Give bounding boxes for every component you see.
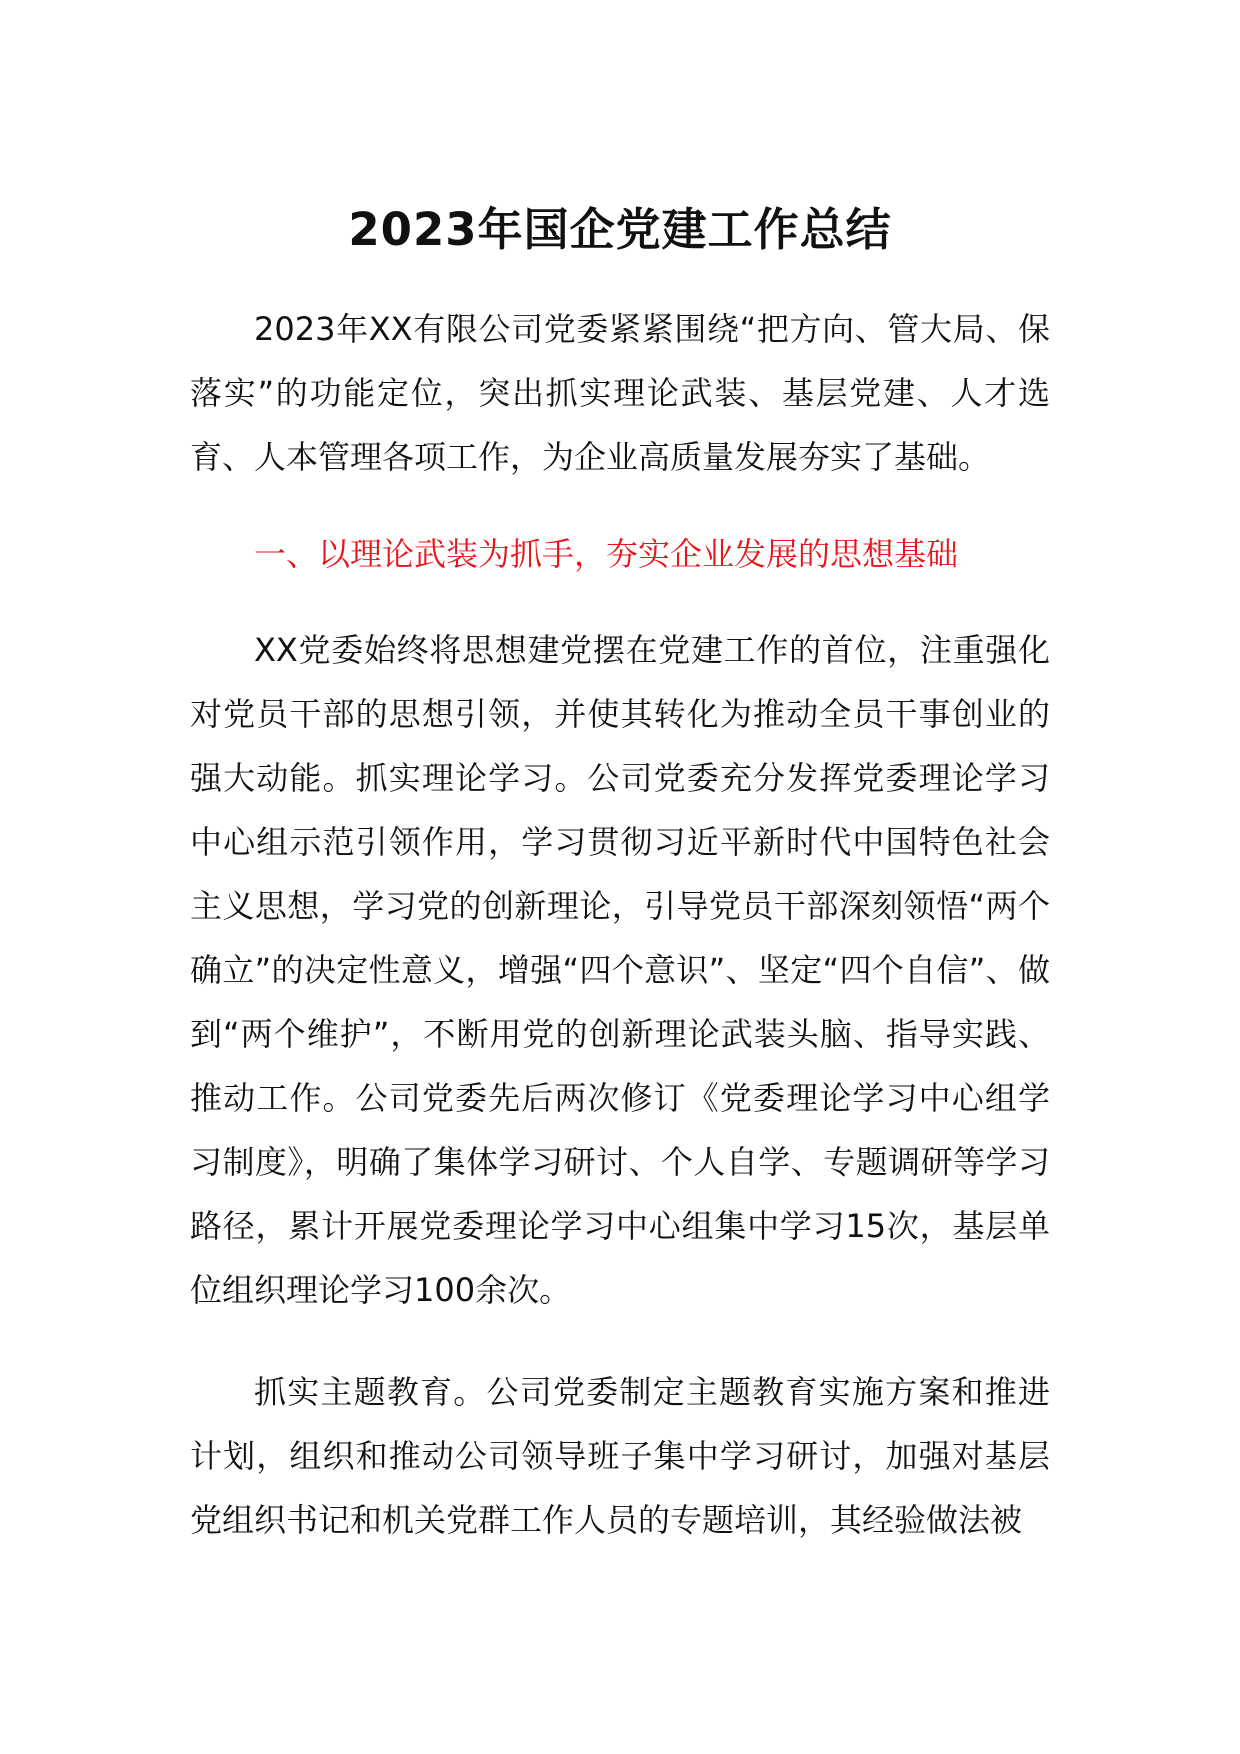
section-heading-1: 一、以理论武装为抓手，夯实企业发展的思想基础	[254, 535, 959, 573]
intro-paragraph: 2023年XX有限公司党委紧紧围绕“把方向、管大局、保落实”的功能定位，突出抓实理论武装、基层党建、人才选育、人本管理各项工作，为企业高质量发展夯实了基础。	[190, 310, 1050, 476]
section-1-paragraph-1: XX党委始终将思想建党摆在党建工作的首位，注重强化对党员干部的思想引领，并使其转化为推动全员干事创业的强大动能。抓实理论学习。公司党委充分发挥党委理论学习中心组示范引领作用，学习贯彻习近平新时代中国特色社会主义思想，学习党的创新理论，引导党员干部深刻领悟“两个确立”的决定性意义，增强“四个意识”、坚定“四个自信”、做到“两个维护”，不断用党的创新理论武装头脑、指导实践、推动工作。公司党委先后两次修订《党委理论学习中心组学习制度》，明确了集体学习研讨、个人自学、专题调研等学习路径，累计开展党委理论学习中心组集中学习15次，基层单位组织理论学习100余次。	[190, 631, 1050, 1309]
section-1-paragraph-2: 抓实主题教育。公司党委制定主题教育实施方案和推进计划，组织和推动公司领导班子集中学习研讨，加强对基层党组织书记和机关党群工作人员的专题培训，其经验做法被	[190, 1373, 1050, 1539]
page-title: 2023年国企党建工作总结	[348, 203, 892, 256]
